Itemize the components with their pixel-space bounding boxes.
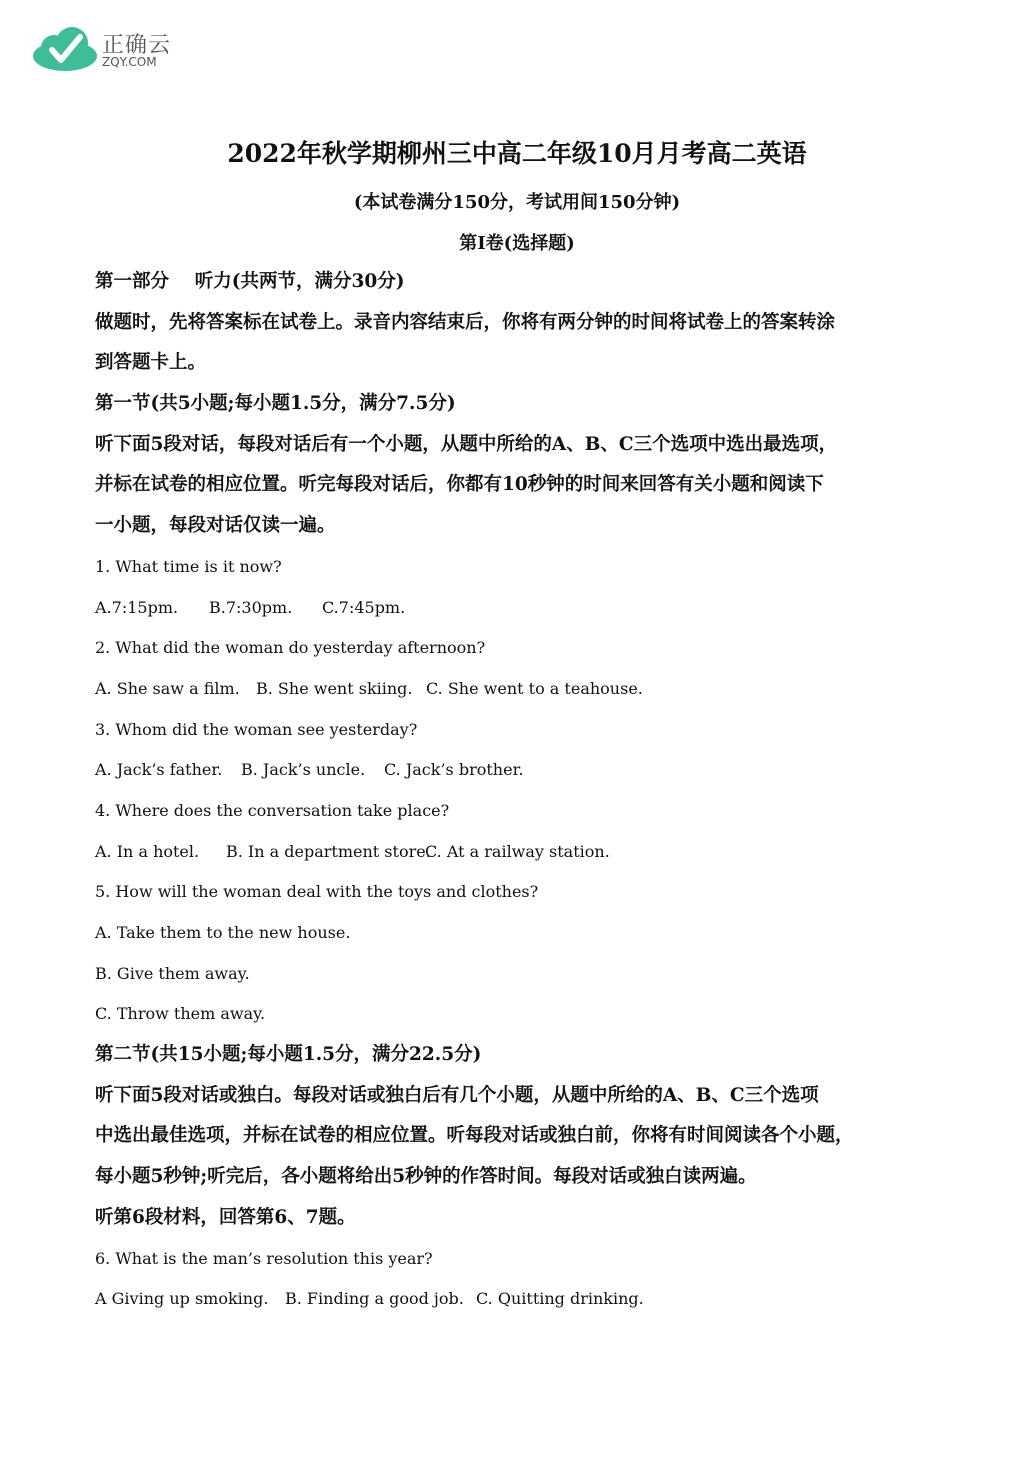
document-body [95, 262, 955, 1320]
question-4: 4. Where does the conversation take place? [95, 800, 450, 820]
section2-instruction-line: 每小题5秒钟;听完后，各小题将给出5秒钟的作答时间。每段对话或独白读两遍。 [95, 1166, 757, 1188]
section2-instruction-line: 听下面5段对话或独白。每段对话或独白后有几个小题，从题中所给的A、B、C三个选项 [95, 1084, 819, 1106]
option-b: B. Jack’s uncle. [241, 760, 366, 780]
document-subtitle: (本试卷满分150分，考试用间150分钟) [353, 192, 681, 213]
question-1: 1. What time is it now? [95, 556, 282, 576]
option-a: A. She saw a film. [95, 678, 240, 698]
option-a: A.7:15pm. [95, 597, 179, 617]
part1-instruction-line: 到答题卡上。 [95, 352, 207, 374]
document-title: 2022年秋学期柳州三中高二年级10月月考高二英语 [227, 139, 807, 168]
option-c: C.7:45pm. [322, 597, 406, 617]
section2-heading: 第二节(共15小题;每小题1.5分，满分22.5分) [95, 1044, 482, 1066]
question-6-options [95, 1279, 955, 1320]
option-b: B. In a department store. [226, 841, 431, 861]
option-a: A. Take them to the new house. [95, 923, 351, 942]
question-2: 2. What did the woman do yesterday afternoon? [95, 638, 486, 658]
question-5: 5. How will the woman deal with the toys and clothes? [95, 882, 539, 902]
section1-instruction-line: 并标在试卷的相应位置。听完每段对话后，你都有10秒钟的时间来回答有关小题和阅读下 [95, 474, 824, 496]
logo-name-cn: 正确云 [102, 33, 172, 58]
part1-instruction-line: 做题时，先将答案标在试卷上。录音内容结束后，你将有两分钟的时间将试卷上的答案转涂 [95, 311, 836, 333]
question-2-options [95, 669, 955, 710]
option-c: C. Quitting drinking. [476, 1289, 644, 1309]
question-4-options [95, 832, 955, 873]
question-1-options [95, 588, 955, 629]
option-a: A Giving up smoking. [95, 1289, 269, 1309]
option-a: A. In a hotel. [95, 841, 200, 861]
section1-heading: 第一节(共5小题;每小题1.5分，满分7.5分) [95, 393, 456, 415]
option-b: B.7:30pm. [209, 597, 293, 617]
option-a: A. Jack’s father. [95, 760, 223, 780]
section2-instruction-line: 中选出最佳选项，并标在试卷的相应位置。听每段对话或独白前，你将有时间阅读各个小题， [95, 1125, 854, 1147]
option-b: B. Finding a good job. [285, 1289, 464, 1309]
option-c: C. Throw them away. [95, 1004, 266, 1024]
option-c: C. At a railway station. [425, 841, 610, 861]
option-c: C. Jack’s brother. [384, 760, 524, 780]
volume-heading: 第Ⅰ卷(选择题) [459, 233, 575, 254]
section1-instruction-line: 听下面5段对话，每段对话后有一个小题，从题中所给的A、B、C三个选项中选出最选项， [95, 433, 838, 455]
cloud-check-icon [30, 24, 100, 74]
option-c: C. She went to a teahouse. [426, 678, 643, 698]
material-heading: 听第6段材料，回答第6、7题。 [95, 1206, 356, 1228]
section1-instruction-line: 一小题，每段对话仅读一遍。 [95, 515, 336, 537]
option-b: B. She went skiing. [256, 678, 413, 698]
logo-name-en: ZQY.COM [102, 55, 157, 69]
option-b: B. Give them away. [95, 963, 250, 983]
question-6: 6. What is the man’s resolution this year? [95, 1248, 433, 1268]
question-3: 3. Whom did the woman see yesterday? [95, 719, 418, 739]
question-3-options [95, 750, 955, 791]
zqy-logo[interactable] [30, 24, 190, 76]
part1-heading: 第一部分 听力(共两节，满分30分) [95, 271, 405, 292]
